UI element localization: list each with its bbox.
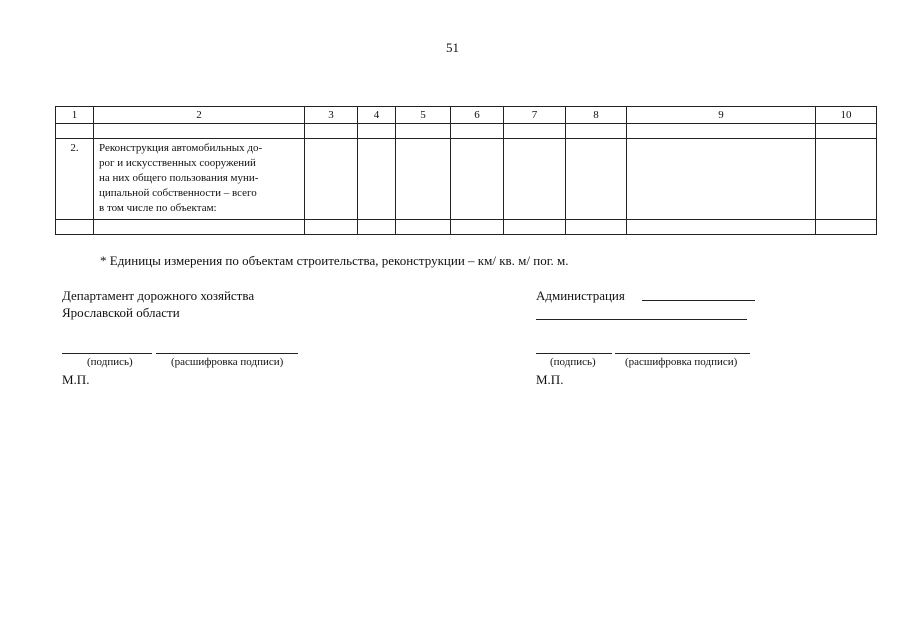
table-cell (396, 139, 451, 220)
table-cell (504, 139, 566, 220)
table-cell (566, 220, 627, 235)
table-cell (358, 124, 396, 139)
table-cell (627, 139, 816, 220)
table-row (56, 139, 877, 220)
table-cell (504, 220, 566, 235)
column-header: 6 (451, 107, 504, 124)
table-cell (566, 124, 627, 139)
right-caption-sign: (подпись) (550, 356, 596, 368)
column-header: 4 (358, 107, 396, 124)
right-caption-decode: (расшифровка подписи) (625, 356, 738, 368)
page-number: 51 (446, 40, 459, 55)
column-header: 7 (504, 107, 566, 124)
footnote: * Единицы измерения по объектам строительства, реконструкции – км/ кв. м/ пог. м. (100, 253, 569, 268)
left-caption-decode: (расшифровка подписи) (171, 356, 284, 368)
description-line: в том числе по объектам: (99, 202, 217, 214)
table-cell (816, 139, 877, 220)
description-line: Реконструкция автомобильных до- (99, 142, 263, 154)
left-caption-sign: (подпись) (87, 356, 133, 368)
left-stamp-place: М.П. (62, 372, 90, 387)
table-cell (451, 124, 504, 139)
table-cell (627, 124, 816, 139)
table-cell (358, 139, 396, 220)
table-row-blank (56, 220, 877, 235)
table-cell (396, 124, 451, 139)
column-header: 5 (396, 107, 451, 124)
right-org-name-line2 (536, 319, 747, 320)
column-header: 1 (56, 107, 94, 124)
column-header: 8 (566, 107, 627, 124)
table-cell (504, 124, 566, 139)
description-line: рог и искусственных сооружений (99, 157, 256, 169)
right-signature-line (536, 353, 612, 354)
table-row-blank (56, 124, 877, 139)
right-org-line1: Администрация (536, 288, 625, 303)
table-cell (816, 220, 877, 235)
table-cell (305, 124, 358, 139)
table-header-row (56, 107, 877, 124)
table-cell (305, 139, 358, 220)
row-number: 2. (56, 139, 94, 220)
table-cell (451, 220, 504, 235)
row-description (94, 139, 305, 220)
left-org-line2: Ярославской области (62, 305, 180, 320)
table-cell (94, 124, 305, 139)
right-org-name-line (642, 300, 755, 301)
table-cell (94, 220, 305, 235)
table-cell (566, 139, 627, 220)
table-cell (816, 124, 877, 139)
table-cell (56, 220, 94, 235)
description-line: на них общего пользования муни- (99, 172, 259, 184)
data-table (55, 106, 877, 235)
column-header: 9 (627, 107, 816, 124)
table-cell (627, 220, 816, 235)
table-cell (56, 124, 94, 139)
table-cell (396, 220, 451, 235)
table-cell (451, 139, 504, 220)
right-stamp-place: М.П. (536, 372, 564, 387)
table-cell (358, 220, 396, 235)
column-header: 3 (305, 107, 358, 124)
left-org-line1: Департамент дорожного хозяйства (62, 288, 255, 303)
description-line: ципальной собственности – всего (99, 187, 257, 199)
left-signature-line (62, 353, 152, 354)
right-decode-line (615, 353, 750, 354)
column-header: 2 (94, 107, 305, 124)
table-cell (305, 220, 358, 235)
column-header: 10 (816, 107, 877, 124)
left-decode-line (156, 353, 298, 354)
